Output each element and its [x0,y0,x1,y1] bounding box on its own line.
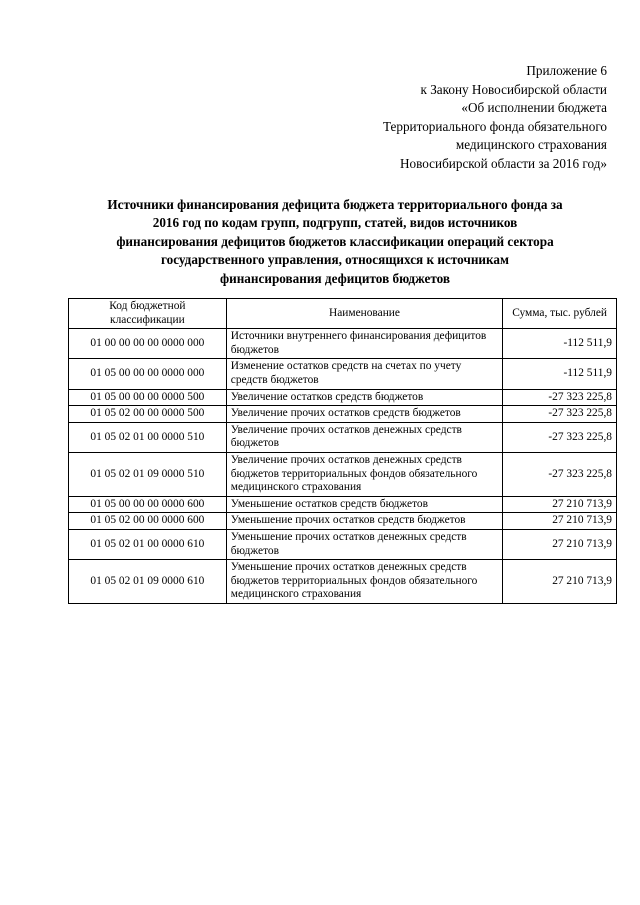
table-row [69,359,617,389]
header-name: Наименование [226,299,502,329]
name-cell: Уменьшение прочих остатков денежных средств бюджетов территориальных фондов обязательного медицинского страхования [226,560,502,604]
title-line: 2016 год по кодам групп, подгрупп, статей, видов источников [152,215,518,231]
sum-cell: -112 511,9 [503,359,617,389]
code-cell: 01 05 02 01 00 0000 610 [69,529,227,559]
annex-block [383,62,607,174]
annex-line: Новосибирской области за 2016 год» [400,155,607,171]
annex-line: Приложение 6 [526,63,607,78]
title-line: Источники финансирования дефицита бюджета территориального фонда за [107,197,563,212]
table-row [69,389,617,406]
sum-cell: -112 511,9 [503,329,617,359]
annex-line: медицинского страхования [455,137,607,153]
code-cell: 01 00 00 00 00 0000 000 [69,329,227,359]
name-cell: Увеличение прочих остатков денежных средств бюджетов [226,422,502,452]
code-cell: 01 05 02 00 00 0000 500 [69,406,227,423]
table-row [69,329,617,359]
code-cell: 01 05 02 00 00 0000 600 [69,513,227,530]
document-title [70,196,600,288]
name-cell: Изменение остатков средств на счетах по учету средств бюджетов [226,359,502,389]
table-row [69,560,617,604]
annex-line: к Закону Новосибирской области [420,81,607,97]
header-sum: Сумма, тыс. рублей [503,299,617,329]
table-row [69,422,617,452]
table-row [69,452,617,496]
annex-line: «Об исполнении бюджета [461,100,607,116]
code-cell: 01 05 02 01 09 0000 510 [69,452,227,496]
table-row [69,529,617,559]
sum-cell: -27 323 225,8 [503,452,617,496]
sum-cell: -27 323 225,8 [503,389,617,406]
table-row [69,406,617,423]
name-cell: Увеличение прочих остатков денежных средств бюджетов территориальных фондов обязательного медицинского страхования [226,452,502,496]
title-line: финансирования дефицитов бюджетов [219,270,451,286]
name-cell: Увеличение остатков средств бюджетов [226,389,502,406]
name-cell: Источники внутреннего финансирования дефицитов бюджетов [226,329,502,359]
name-cell: Уменьшение прочих остатков средств бюджетов [226,513,502,530]
table-header-row [69,299,617,329]
sum-cell: 27 210 713,9 [503,496,617,513]
name-cell: Увеличение прочих остатков средств бюджетов [226,406,502,423]
sum-cell: 27 210 713,9 [503,560,617,604]
code-cell: 01 05 00 00 00 0000 000 [69,359,227,389]
code-cell: 01 05 00 00 00 0000 600 [69,496,227,513]
code-cell: 01 05 00 00 00 0000 500 [69,389,227,406]
table-row [69,513,617,530]
header-code: Код бюджетной классификации [69,299,227,329]
sum-cell: 27 210 713,9 [503,513,617,530]
title-line: финансирования дефицитов бюджетов классификации операций сектора [116,233,554,249]
sum-cell: -27 323 225,8 [503,406,617,423]
code-cell: 01 05 02 01 09 0000 610 [69,560,227,604]
sum-cell: 27 210 713,9 [503,529,617,559]
annex-line: Территориального фонда обязательного [382,118,607,134]
name-cell: Уменьшение остатков средств бюджетов [226,496,502,513]
sum-cell: -27 323 225,8 [503,422,617,452]
table-row [69,496,617,513]
code-cell: 01 05 02 01 00 0000 510 [69,422,227,452]
name-cell: Уменьшение прочих остатков денежных средств бюджетов [226,529,502,559]
title-line: государственного управления, относящихся к источникам [160,252,509,268]
budget-sources-table [68,298,617,604]
